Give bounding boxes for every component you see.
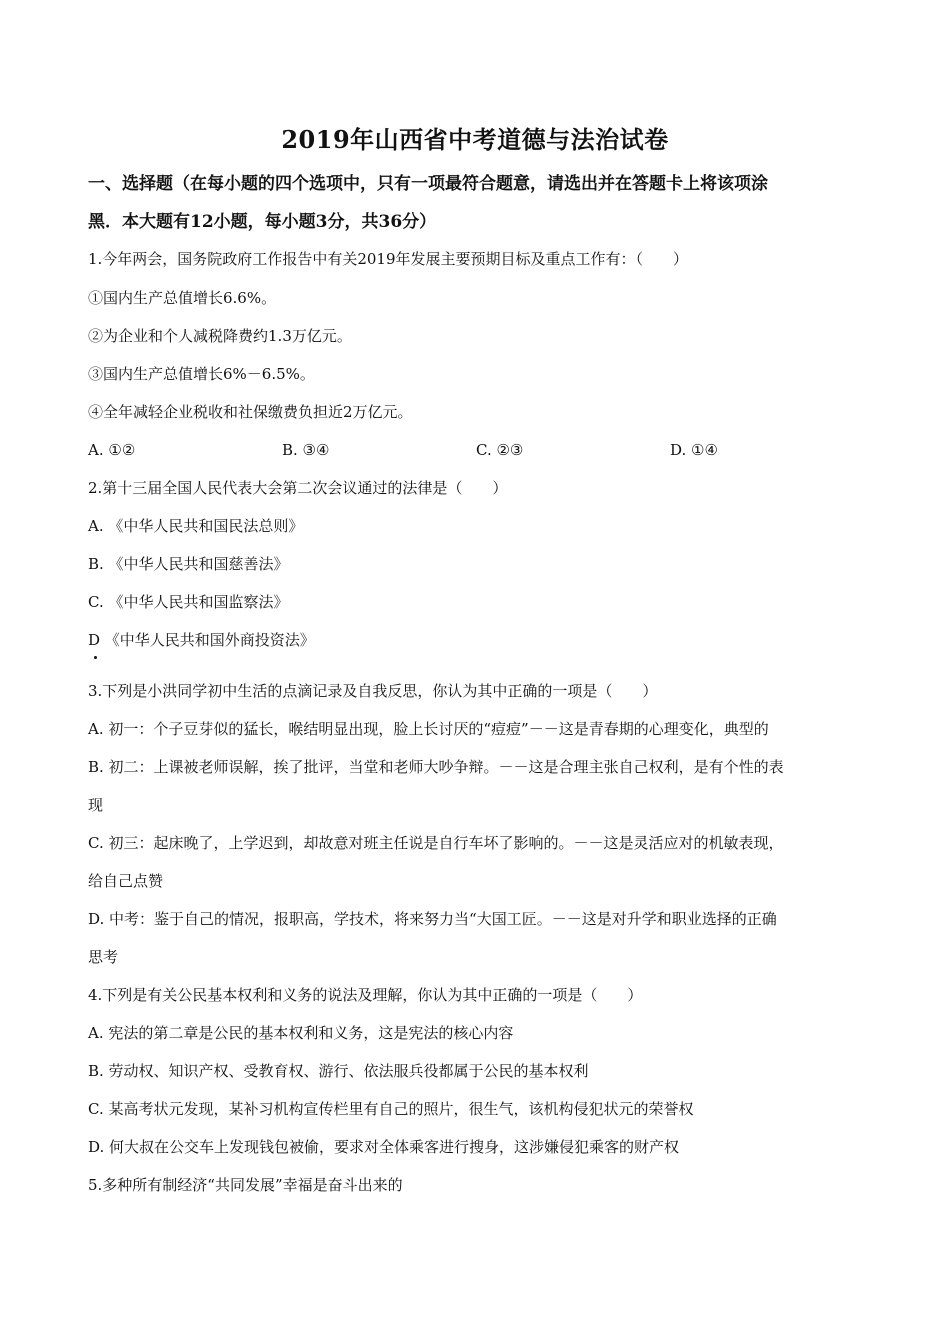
question-3-option-d-line-2: 思考 [88,948,119,966]
page-title: 2019年山西省中考道德与法治试卷 [281,125,669,154]
question-4-stem: 4.下列是有关公民基本权利和义务的说法及理解，你认为其中正确的一项是（ ） [88,986,643,1004]
question-3-option-c-line-2: 给自己点赞 [88,872,164,890]
question-1-option-c: C. ②③ [476,441,524,459]
question-1-stem: 1.今年两会，国务院政府工作报告中有关2019年发展主要预期目标及重点工作有：（ ） [88,250,688,268]
question-5-stem: 5.多种所有制经济“共同发展”幸福是奋斗出来的 [88,1176,403,1194]
question-1-item-3: ③国内生产总值增长6%－6.5%。 [88,365,315,383]
question-2-option-d: D 《中华人民共和国外商投资法》 [88,631,315,649]
question-4-option-a: A. 宪法的第二章是公民的基本权利和义务，这是宪法的核心内容 [88,1024,514,1042]
question-3-option-a: A. 初一：个子豆芽似的猛长，喉结明显出现，脸上长讨厌的“痘痘”－－这是青春期的心理变化，典型的 [88,720,769,738]
question-2-option-c: C. 《中华人民共和国监察法》 [88,593,289,611]
question-4-option-c: C. 某高考状元发现，某补习机构宣传栏里有自己的照片，很生气，该机构侵犯状元的荣誉权 [88,1100,694,1118]
question-1-option-d: D. ①④ [670,441,718,459]
question-1-option-b: B. ③④ [282,441,330,459]
question-3-option-c-line-1: C. 初三：起床晚了，上学迟到，却故意对班主任说是自行车坏了影响的。－－这是灵活应对的机敏表现， [88,834,784,852]
section-heading-line-1: 一、选择题（在每小题的四个选项中，只有一项最符合题意，请选出并在答题卡上将该项涂 [88,174,768,194]
stray-dot-mark [94,656,97,659]
question-2-stem: 2.第十三届全国人民代表大会第二次会议通过的法律是（ ） [88,479,508,497]
question-3-stem: 3.下列是小洪同学初中生活的点滴记录及自我反思，你认为其中正确的一项是（ ） [88,682,658,700]
question-4-option-b: B. 劳动权、知识产权、受教育权、游行、依法服兵役都属于公民的基本权利 [88,1062,589,1080]
question-2-option-a: A. 《中华人民共和国民法总则》 [88,517,304,535]
question-4-option-d: D. 何大叔在公交车上发现钱包被偷，要求对全体乘客进行搜身，这涉嫌侵犯乘客的财产权 [88,1138,680,1156]
question-3-option-b-line-1: B. 初二：上课被老师误解，挨了批评，当堂和老师大吵争辩。－－这是合理主张自己权利，是有个性的表 [88,758,784,776]
question-1-item-4: ④全年减轻企业税收和社保缴费负担近2万亿元。 [88,403,413,421]
question-1-option-a: A. ①② [88,441,136,459]
question-1-item-1: ①国内生产总值增长6.6%。 [88,289,277,307]
question-3-option-b-line-2: 现 [88,796,104,814]
question-2-option-b: B. 《中华人民共和国慈善法》 [88,555,289,573]
question-3-option-d-line-1: D. 中考：鉴于自己的情况，报职高，学技术，将来努力当“大国工匠。－－这是对升学和职业选择的正确 [88,910,777,928]
question-1-item-2: ②为企业和个人减税降费约1.3万亿元。 [88,327,352,345]
section-heading-line-2: 黑．本大题有12小题，每小题3分，共36分） [88,212,437,232]
